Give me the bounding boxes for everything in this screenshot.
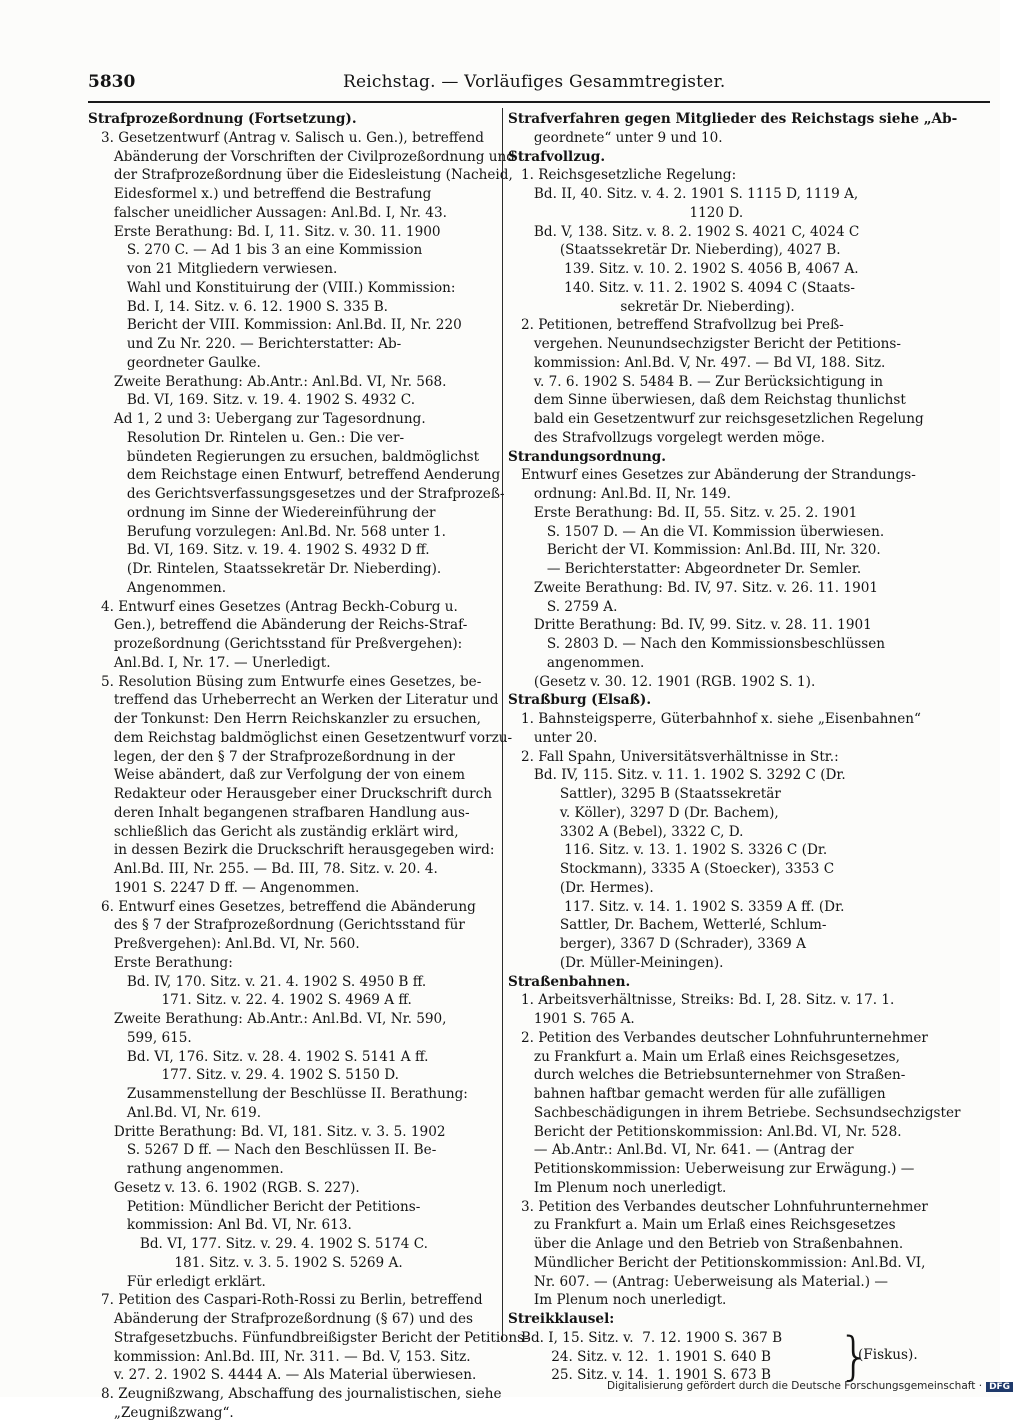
right_lines-line: Bd. II, 40. Sitz. v. 4. 2. 1901 S. 1115 D, 1119 A, <box>508 186 859 202</box>
right_lines-line: ordnung: Anl.Bd. II, Nr. 149. <box>508 486 731 502</box>
page-header <box>88 72 990 98</box>
right_lines-line: bald ein Gesetzentwurf zur reichsgesetzlichen Regelung <box>508 411 924 427</box>
right_lines-line: Strandungsordnung. <box>508 448 667 465</box>
left_lines-line: Bd. VI, 176. Sitz. v. 28. 4. 1902 S. 5141 A ff. <box>88 1048 429 1065</box>
right_lines-line: vergehen. Neunundsechzigster Bericht der Petitions- <box>508 336 901 352</box>
right_lines-line: v. Köller), 3297 D (Dr. Bachem), <box>508 804 779 821</box>
right_lines-line: des Strafvollzugs vorgelegt werden möge. <box>508 429 825 446</box>
left_lines-line: 171. Sitz. v. 22. 4. 1902 S. 4969 A ff. <box>88 992 412 1009</box>
right_lines-line: Mündlicher Bericht der Petitionskommission: Anl.Bd. VI, <box>508 1254 926 1271</box>
right_lines-line: Sachbeschädigungen in ihrem Betriebe. Sechsundsechzigster <box>508 1104 961 1121</box>
left_lines-line: Weise abändert, daß zur Verfolgung der von einem <box>88 767 465 784</box>
right_lines-line: Entwurf eines Gesetzes zur Abänderung der Strandungs- <box>508 467 916 484</box>
right_lines-line: Bericht der Petitionskommission: Anl.Bd. VI, Nr. 528. <box>508 1123 902 1140</box>
left_lines-line: S. 270 C. — Ad 1 bis 3 an eine Kommission <box>88 242 423 259</box>
left_lines-line: in dessen Bezirk die Druckschrift herausgegeben wird: <box>88 842 495 859</box>
right_lines-line: 116. Sitz. v. 13. 1. 1902 S. 3326 C (Dr. <box>508 842 828 859</box>
right_lines-line: Stockmann), 3335 A (Stoecker), 3353 C <box>508 861 835 877</box>
left_lines-line: rathung angenommen. <box>88 1161 284 1177</box>
right_lines-line: 3. Petition des Verbandes deutscher Lohnfuhrunternehmer <box>508 1198 928 1215</box>
left_lines-line: 599, 615. <box>88 1029 192 1046</box>
right_lines-line: 2. Petition des Verbandes deutscher Lohnfuhrunternehmer <box>508 1029 928 1046</box>
left_lines-line: Anl.Bd. III, Nr. 255. — Bd. III, 78. Sitz. v. 20. 4. <box>88 861 438 877</box>
right_lines-line: S. 1507 D. — An die VI. Kommission überwiesen. <box>508 523 885 540</box>
right_lines-line: zu Frankfurt a. Main um Erlaß eines Reichsgesetzes <box>508 1217 896 1234</box>
left_lines-line: Erste Berathung: Bd. I, 11. Sitz. v. 30. 11. 1900 <box>88 223 441 240</box>
left_lines-line: Gesetz v. 13. 6. 1902 (RGB. S. 227). <box>88 1179 360 1196</box>
left_lines-line: Ad 1, 2 und 3: Uebergang zur Tagesordnung. <box>88 411 426 427</box>
right_lines-line: 1. Arbeitsverhältnisse, Streiks: Bd. I, 28. Sitz. v. 17. 1. <box>508 992 895 1009</box>
left_lines-line: Resolution Dr. Rintelen u. Gen.: Die ver- <box>88 429 405 446</box>
left_lines-line: Bd. VI, 169. Sitz. v. 19. 4. 1902 S. 4932 D ff. <box>88 542 430 559</box>
right_lines-line: 2. Petitionen, betreffend Strafvollzug bei Preß- <box>508 317 844 334</box>
left_lines-line: Für erledigt erklärt. <box>88 1273 266 1290</box>
left_lines-line: Zusammenstellung der Beschlüsse II. Berathung: <box>88 1086 468 1102</box>
left-column <box>88 110 529 1423</box>
right_lines-line: Bd. V, 138. Sitz. v. 8. 2. 1902 S. 4021 C, 4024 C <box>508 223 860 240</box>
right_lines-line: Zweite Berathung: Bd. IV, 97. Sitz. v. 26. 11. 1901 <box>508 579 879 596</box>
right_lines-line: — Berichterstatter: Abgeordneter Dr. Semler. <box>508 561 862 577</box>
left_lines-line: (Dr. Rintelen, Staatssekretär Dr. Nieberding). <box>88 561 442 577</box>
right_lines-line: geordnete“ unter 9 und 10. <box>508 129 723 146</box>
right_lines-line: 140. Sitz. v. 11. 2. 1902 S. 4094 C (Staats- <box>508 279 855 296</box>
header-rule <box>88 101 990 103</box>
column-divider <box>502 108 503 1340</box>
left_lines-line: 177. Sitz. v. 29. 4. 1902 S. 5150 D. <box>88 1067 399 1084</box>
right_lines-line: unter 20. <box>508 729 598 746</box>
left_lines-line: Strafprozeßordnung (Fortsetzung). <box>88 111 357 127</box>
footer-text: Digitalisierung gefördert durch die Deutsche Forschungsgemeinschaft · <box>607 1380 983 1392</box>
left_lines-line: 1901 S. 2247 D ff. — Angenommen. <box>88 879 360 896</box>
right_lines-line: berger), 3367 D (Schrader), 3369 A <box>508 936 806 952</box>
right_lines-line: angenommen. <box>508 654 645 671</box>
left_lines-line: Angenommen. <box>88 579 227 596</box>
left_lines-line: 7. Petition des Caspari-Roth-Rossi zu Berlin, betreffend <box>88 1292 483 1309</box>
left_lines-line: Berufung vorzulegen: Anl.Bd. Nr. 568 unter 1. <box>88 523 447 540</box>
right_lines-line: zu Frankfurt a. Main um Erlaß eines Reichsgesetzes, <box>508 1048 900 1065</box>
left_lines-line: und Zu Nr. 220. — Berichterstatter: Ab- <box>88 336 402 352</box>
right_lines-line: 1901 S. 765 A. <box>508 1011 635 1027</box>
left_lines-line: des Gerichtsverfassungsgesetzes und der Strafprozeß- <box>88 486 505 502</box>
left_lines-line: Zweite Berathung: Ab.Antr.: Anl.Bd. VI, Nr. 568. <box>88 373 447 390</box>
streik_rows-line: Bd. I, 15. Sitz. v. 7. 12. 1900 S. 367 B <box>508 1329 783 1346</box>
left_lines-line: 181. Sitz. v. 3. 5. 1902 S. 5269 A. <box>88 1254 403 1271</box>
left_lines-line: Preßvergehen): Anl.Bd. VI, Nr. 560. <box>88 936 360 952</box>
left_lines-line: Redakteur oder Herausgeber einer Druckschrift durch <box>88 786 492 802</box>
streik_rows-line: 24. Sitz. v. 12. 1. 1901 S. 640 B <box>508 1348 771 1365</box>
left_lines-line: Bd. VI, 177. Sitz. v. 29. 4. 1902 S. 5174 C. <box>88 1236 429 1252</box>
left_lines-line: der Tonkunst: Den Herrn Reichskanzler zu ersuchen, <box>88 711 481 727</box>
right_lines-line: 3302 A (Bebel), 3322 C, D. <box>508 823 744 840</box>
streik-note: (Fiskus). <box>858 1346 918 1363</box>
running-title: Reichstag. — Vorläufiges Gesammtregister. <box>343 72 726 92</box>
right_lines-line: 139. Sitz. v. 10. 2. 1902 S. 4056 B, 4067 A. <box>508 261 859 277</box>
right_lines-line: Strafverfahren gegen Mitglieder des Reichstags siehe „Ab- <box>508 111 958 127</box>
left_lines-line: 6. Entwurf eines Gesetzes, betreffend die Abänderung <box>88 898 476 915</box>
left_lines-line: kommission: Anl.Bd. III, Nr. 311. — Bd. V, 153. Sitz. <box>88 1348 471 1365</box>
right_lines-line: 1. Bahnsteigsperre, Güterbahnhof x. siehe „Eisenbahnen“ <box>508 711 921 727</box>
right_lines-line: Sattler, Dr. Bachem, Wetterlé, Schlum- <box>508 917 827 934</box>
left_lines-line: dem Reichstag baldmöglichst einen Gesetzentwurf vorzu- <box>88 729 513 746</box>
right_lines-line: v. 7. 6. 1902 S. 5484 B. — Zur Berücksichtigung in <box>508 373 884 390</box>
right_lines-line: Bericht der VI. Kommission: Anl.Bd. III, Nr. 320. <box>508 542 881 559</box>
right_lines-line: Nr. 607. — (Antrag: Ueberweisung als Material.) — <box>508 1273 888 1290</box>
right_lines-line: 1120 D. <box>508 204 744 221</box>
left_lines-line: dem Reichstage einen Entwurf, betreffend Aenderung <box>88 467 501 484</box>
right_lines-line: bahnen haftbar gemacht werden für alle zufälligen <box>508 1086 886 1102</box>
right_lines-line: S. 2759 A. <box>508 598 618 615</box>
left_lines-line: v. 27. 2. 1902 S. 4444 A. — Als Material überwiesen. <box>88 1367 477 1384</box>
streik_rows-line: 25. Sitz. v. 14. 1. 1901 S. 673 B <box>508 1367 771 1384</box>
right_lines-line: Strafvollzug. <box>508 148 606 165</box>
right_lines-line: Sattler), 3295 B (Staatssekretär <box>508 786 781 802</box>
left_lines-line: 5. Resolution Büsing zum Entwurfe eines Gesetzes, be- <box>88 673 482 690</box>
curly-brace-icon: } <box>838 1326 872 1387</box>
left_lines-line: legen, der den § 7 der Strafprozeßordnung in der <box>88 748 455 765</box>
left_lines-line: Erste Berathung: <box>88 954 233 971</box>
left_lines-line: Bd. I, 14. Sitz. v. 6. 12. 1900 S. 335 B. <box>88 298 389 315</box>
right-column <box>508 110 990 1385</box>
right_lines-line: Straßenbahnen. <box>508 973 631 990</box>
left_lines-line: Anl.Bd. I, Nr. 17. — Unerledigt. <box>88 654 331 671</box>
right_lines-line: 1. Reichsgesetzliche Regelung: <box>508 167 737 184</box>
left_lines-line: Eidesformel x.) und betreffend die Bestrafung <box>88 186 432 202</box>
left_lines-line: des § 7 der Strafprozeßordnung (Gerichtsstand für <box>88 917 465 934</box>
left_lines-line: Abänderung der Strafprozeßordnung (§ 67) und des <box>88 1311 473 1327</box>
left_lines-line: 3. Gesetzentwurf (Antrag v. Salisch u. Gen.), betreffend <box>88 129 484 146</box>
left_lines-line: kommission: Anl Bd. VI, Nr. 613. <box>88 1217 352 1234</box>
right_lines-line: (Staatssekretär Dr. Nieberding), 4027 B. <box>508 242 841 259</box>
left_lines-line: Bericht der VIII. Kommission: Anl.Bd. II, Nr. 220 <box>88 317 462 334</box>
right_lines-line: Erste Berathung: Bd. II, 55. Sitz. v. 25. 2. 1901 <box>508 504 858 521</box>
right_lines-line: 2. Fall Spahn, Universitätsverhältnisse in Str.: <box>508 748 839 765</box>
dfg-logo: DFG <box>986 1382 1013 1392</box>
left_lines-line: 8. Zeugnißzwang, Abschaffung des journalistischen, siehe <box>88 1386 502 1402</box>
right_lines-line: sekretär Dr. Nieberding). <box>508 298 795 315</box>
left_lines-line: Zweite Berathung: Ab.Antr.: Anl.Bd. VI, Nr. 590, <box>88 1011 447 1027</box>
left_lines-line: Gen.), betreffend die Abänderung der Reichs-Straf- <box>88 617 468 634</box>
left_lines-line: prozeßordnung (Gerichtsstand für Preßvergehen): <box>88 636 463 652</box>
right_lines-line: (Gesetz v. 30. 12. 1901 (RGB. 1902 S. 1). <box>508 673 816 690</box>
left_lines-line: „Zeugnißzwang“. <box>88 1404 234 1421</box>
left_lines-line: Abänderung der Vorschriften der Civilprozeßordnung und <box>88 148 515 165</box>
footer <box>607 1380 1013 1392</box>
left_lines-line: schließlich das Gericht als zuständig erklärt wird, <box>88 823 459 840</box>
page-number: 5830 <box>88 72 136 92</box>
left_lines-line: Bd. VI, 169. Sitz. v. 19. 4. 1902 S. 4932 C. <box>88 392 416 409</box>
left_lines-line: falscher uneidlicher Aussagen: Anl.Bd. I, Nr. 43. <box>88 204 447 221</box>
left_lines-line: Wahl und Konstituirung der (VIII.) Kommission: <box>88 279 456 296</box>
left_lines-line: bündeten Regierungen zu ersuchen, baldmöglichst <box>88 448 480 465</box>
right_lines-line: über die Anlage und den Betrieb von Straßenbahnen. <box>508 1236 904 1252</box>
left_lines-line: deren Inhalt begangenen strafbaren Handlung aus- <box>88 804 470 821</box>
right_lines-line: Streikklausel: <box>508 1311 615 1327</box>
left_lines-line: 4. Entwurf eines Gesetzes (Antrag Beckh-Coburg u. <box>88 598 458 615</box>
right_lines-line: Petitionskommission: Ueberweisung zur Erwägung.) — <box>508 1161 915 1177</box>
right_lines-line: (Dr. Hermes). <box>508 879 654 896</box>
right_lines-line: durch welches die Betriebsunternehmer von Straßen- <box>508 1067 906 1084</box>
right_lines-line: 117. Sitz. v. 14. 1. 1902 S. 3359 A ff. (Dr. <box>508 898 845 915</box>
right_lines-line: Bd. IV, 115. Sitz. v. 11. 1. 1902 S. 3292 C (Dr. <box>508 767 846 784</box>
left_lines-line: Bd. IV, 170. Sitz. v. 21. 4. 1902 S. 4950 B ff. <box>88 973 427 990</box>
left_lines-line: der Strafprozeßordnung über die Eidesleistung (Nacheid, <box>88 167 513 184</box>
right_lines-line: Dritte Berathung: Bd. IV, 99. Sitz. v. 28. 11. 1901 <box>508 617 872 634</box>
right_lines-line: Im Plenum noch unerledigt. <box>508 1292 727 1309</box>
left_lines-line: ordnung im Sinne der Wiedereinführung der <box>88 504 436 521</box>
right_lines-line: — Ab.Antr.: Anl.Bd. VI, Nr. 641. — (Antrag der <box>508 1142 854 1159</box>
right_lines-line: kommission: Anl.Bd. V, Nr. 497. — Bd VI, 188. Sitz. <box>508 354 886 371</box>
left_lines-line: Dritte Berathung: Bd. VI, 181. Sitz. v. 3. 5. 1902 <box>88 1123 446 1140</box>
right_lines-line: Straßburg (Elsaß). <box>508 692 652 709</box>
left_lines-line: Anl.Bd. VI, Nr. 619. <box>88 1104 262 1121</box>
right_lines-line: Im Plenum noch unerledigt. <box>508 1179 727 1196</box>
left_lines-line: S. 5267 D ff. — Nach den Beschlüssen II. Be- <box>88 1142 437 1159</box>
right_lines-line: dem Sinne überwiesen, daß dem Reichstag thunlichst <box>508 392 906 409</box>
left_lines-line: von 21 Mitgliedern verwiesen. <box>88 261 338 277</box>
right_lines-line: (Dr. Müller-Meiningen). <box>508 954 724 971</box>
left_lines-line: Petition: Mündlicher Bericht der Petitions- <box>88 1198 421 1215</box>
left_lines-line: Strafgesetzbuchs. Fünfundbreißigster Bericht der Petitions- <box>88 1329 529 1346</box>
left_lines-line: treffend das Urheberrecht an Werken der Literatur und <box>88 692 499 709</box>
right_lines-line: S. 2803 D. — Nach den Kommissionsbeschlüssen <box>508 636 886 652</box>
left_lines-line: geordneter Gaulke. <box>88 354 261 371</box>
